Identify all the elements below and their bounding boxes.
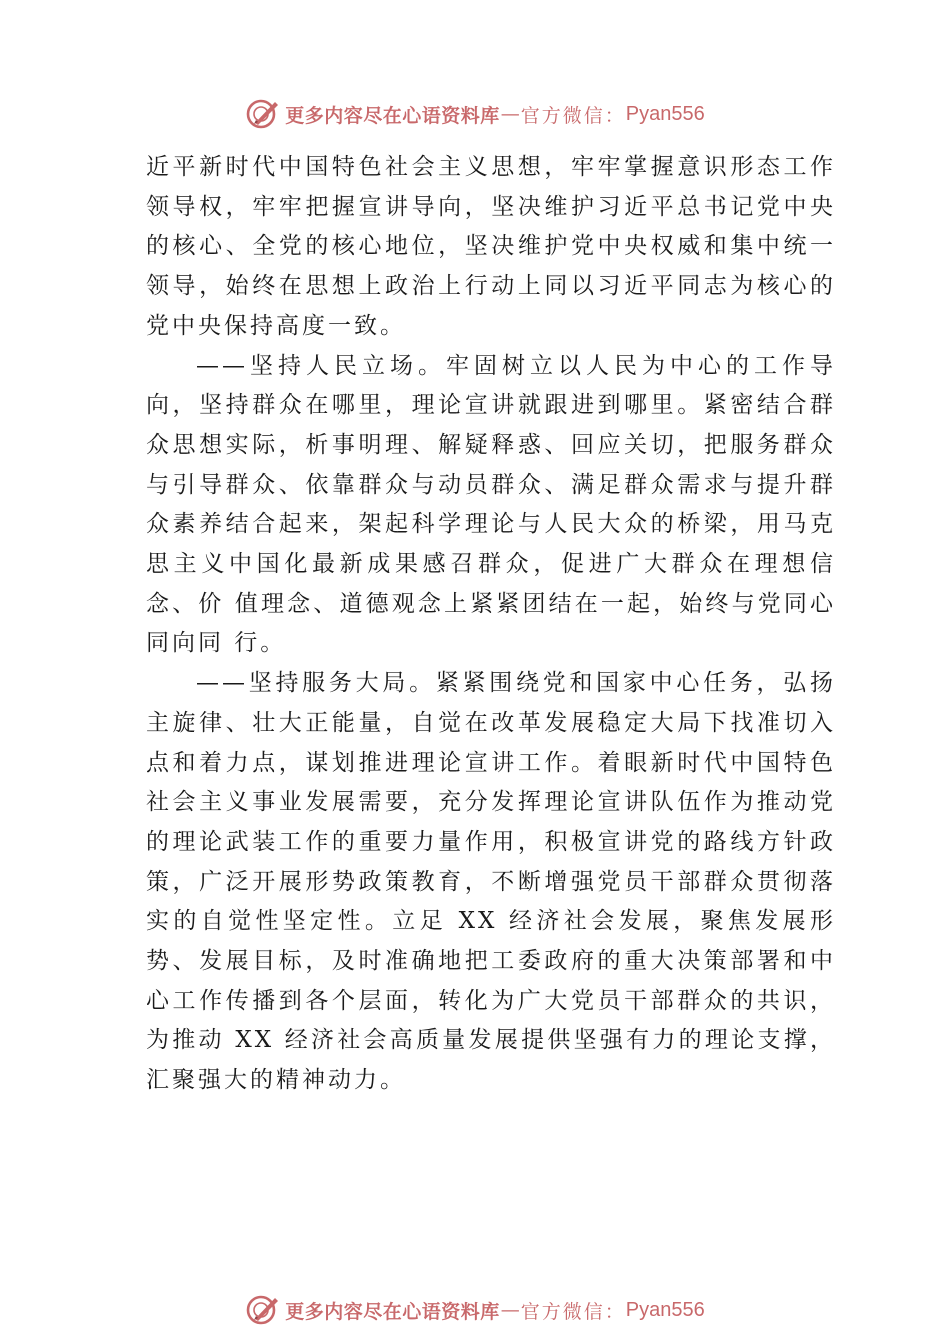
footer-separator: — — [500, 1299, 520, 1321]
footer-wechat-id: Pyan556 — [625, 1298, 705, 1321]
header-separator: — — [500, 103, 520, 125]
brand-logo-icon — [245, 96, 281, 132]
header-wechat-label: 官方微信： — [520, 104, 626, 127]
header-brand-text: 更多内容尽在心语资料库 — [285, 104, 500, 127]
footer-wechat-label: 官方微信： — [520, 1300, 626, 1323]
header-banner — [0, 94, 950, 134]
paragraph-serve-overall: ——坚持服务大局。紧紧围绕党和国家中心任务，弘扬主旋律、壮大正能量，自觉在改革发展稳定大局下找准切入点和着力点，谋划推进理论宣讲工作。着眼新时代中国特色社会主义事业发展需要，充分发挥理论宣讲队伍作为推动党的理论武装工作的重要力量作用，积极宣讲党的路线方针政策，广泛开展形势政策教育，不断增强党员干部群众贯彻落实的自觉性坚定性。立足 XX 经济社会发展，聚焦发展形势、发展目标，及时准确地把工委政府的重大决策部署和中心工作传播到各个层面，转化为广大党员干部群众的共识，为推动 XX 经济社会高质量发展提供坚强有力的理论支撑，汇聚强大的精神动力。 — [146, 670, 836, 1094]
footer-banner — [0, 1290, 950, 1330]
footer-brand-text: 更多内容尽在心语资料库 — [285, 1300, 500, 1323]
paragraph-people-stance: ——坚持人民立场。牢固树立以人民为中心的工作导向，坚持群众在哪里，理论宣讲就跟进到哪里。紧密结合群众思想实际，析事明理、解疑释惑、回应关切，把服务群众与引导群众、依靠群众与动员群众、满足群众需求与提升群众素养结合起来，架起科学理论与人民大众的桥梁，用马克思主义中国化最新成果感召群众，促进广大群众在理想信念、价 值理念、道德观念上紧紧团结在一起，始终与党同心同向同 行。 — [146, 352, 836, 657]
document-body — [146, 148, 836, 1101]
header-wechat-id: Pyan556 — [625, 102, 705, 125]
brand-logo-icon — [245, 1292, 281, 1328]
paragraph-continuation: 近平新时代中国特色社会主义思想，牢牢掌握意识形态工作领导权，牢牢把握宣讲导向，坚决维护习近平总书记党中央的核心、全党的核心地位，坚决维护党中央权威和集中统一领导，始终在思想上政治上行动上同以习近平同志为核心的党中央保持高度一致。 — [146, 154, 836, 339]
